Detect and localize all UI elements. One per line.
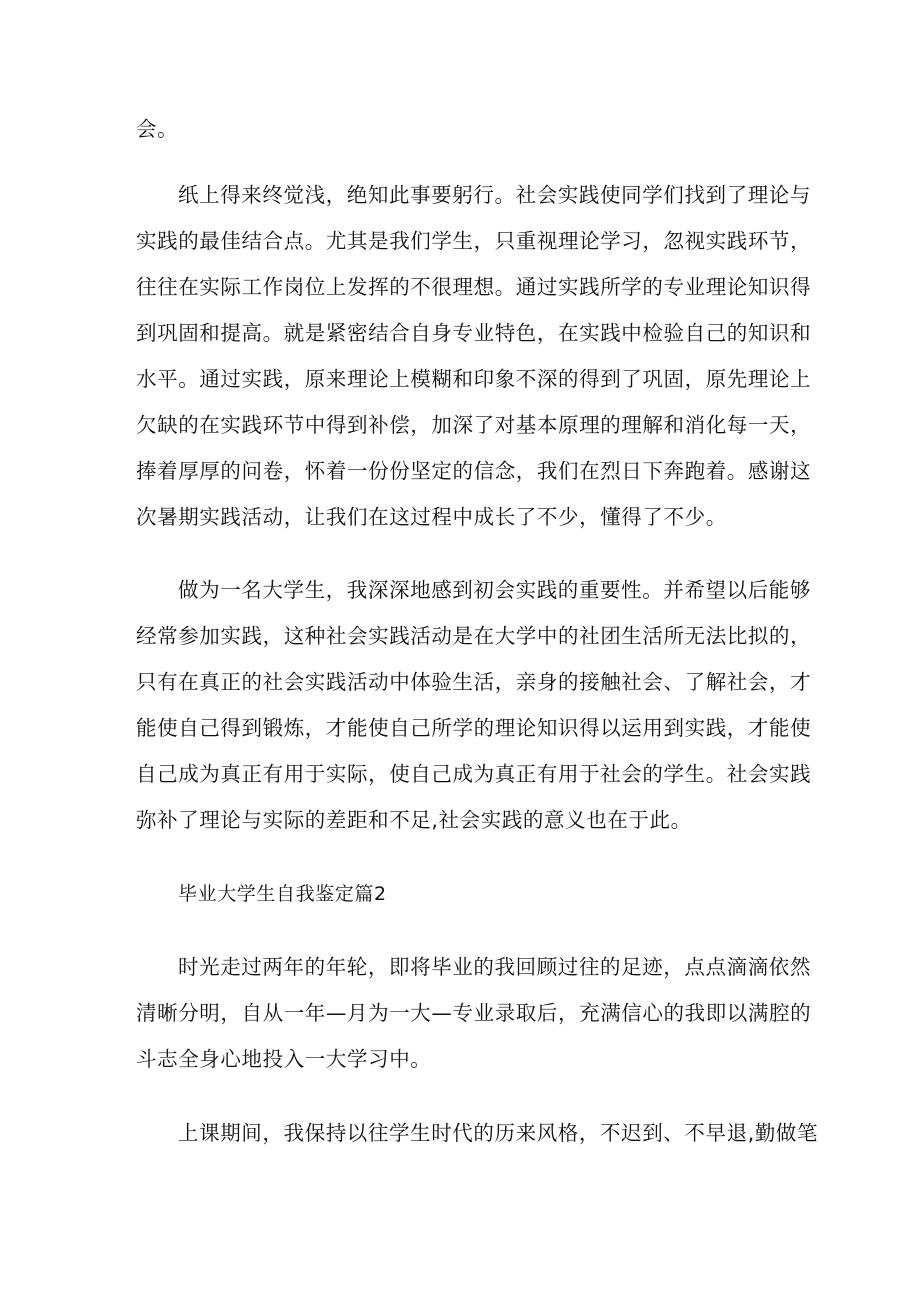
- text-line: 弥补了理论与实际的差距和不足,社会实践的意义也在于此。: [136, 808, 692, 832]
- paragraph-first-line: 纸上得来终觉浅，绝知此事要躬行。社会实践使同学们找到了理论与: [178, 183, 811, 207]
- paragraph-first-line: 时光走过两年的年轮，即将毕业的我回顾过往的足迹，点点滴滴依然: [178, 955, 811, 979]
- text-line: 经常参加实践，这种社会实践活动是在大学中的社团生活所无法比拟的，: [136, 624, 812, 648]
- text-line: 水平。通过实践，原来理论上模糊和印象不深的得到了巩固，原先理论上: [136, 367, 812, 391]
- text-line: 欠缺的在实践环节中得到补偿，加深了对基本原理的理解和消化每一天，: [136, 413, 812, 437]
- text-line: 只有在真正的社会实践活动中体验生活，亲身的接触社会、了解社会，才: [136, 670, 812, 694]
- text-line: 次暑期实践活动，让我们在这过程中成长了不少，懂得了不少。: [136, 505, 727, 529]
- text-line: 会。: [136, 117, 179, 141]
- text-line: 捧着厚厚的问卷，怀着一份份坚定的信念，我们在烈日下奔跑着。感谢这: [136, 459, 812, 483]
- text-line: 清晰分明，自从一年—月为一大—专业录取后，充满信心的我即以满腔的: [136, 1001, 812, 1025]
- text-line: 斗志全身心地投入一大学习中。: [136, 1047, 432, 1071]
- section-heading: 毕业大学生自我鉴定篇2: [178, 883, 387, 905]
- paragraph-first-line: 做为一名大学生，我深深地感到初会实践的重要性。并希望以后能够: [178, 578, 811, 602]
- text-line: 到巩固和提高。就是紧密结合自身专业特色，在实践中检验自己的知识和: [136, 321, 812, 345]
- text-line: 往往在实际工作岗位上发挥的不很理想。通过实践所学的专业理论知识得: [136, 275, 812, 299]
- paragraph-first-line: 上课期间，我保持以往学生时代的历来风格，不迟到、不早退,勤做笔: [178, 1121, 819, 1145]
- text-line: 自己成为真正有用于实际，使自己成为真正有用于社会的学生。社会实践: [136, 762, 812, 786]
- text-line: 能使自己得到锻炼，才能使自己所学的理论知识得以运用到实践，才能使: [136, 716, 812, 740]
- text-line: 实践的最佳结合点。尤其是我们学生，只重视理论学习，忽视实践环节，: [136, 229, 812, 253]
